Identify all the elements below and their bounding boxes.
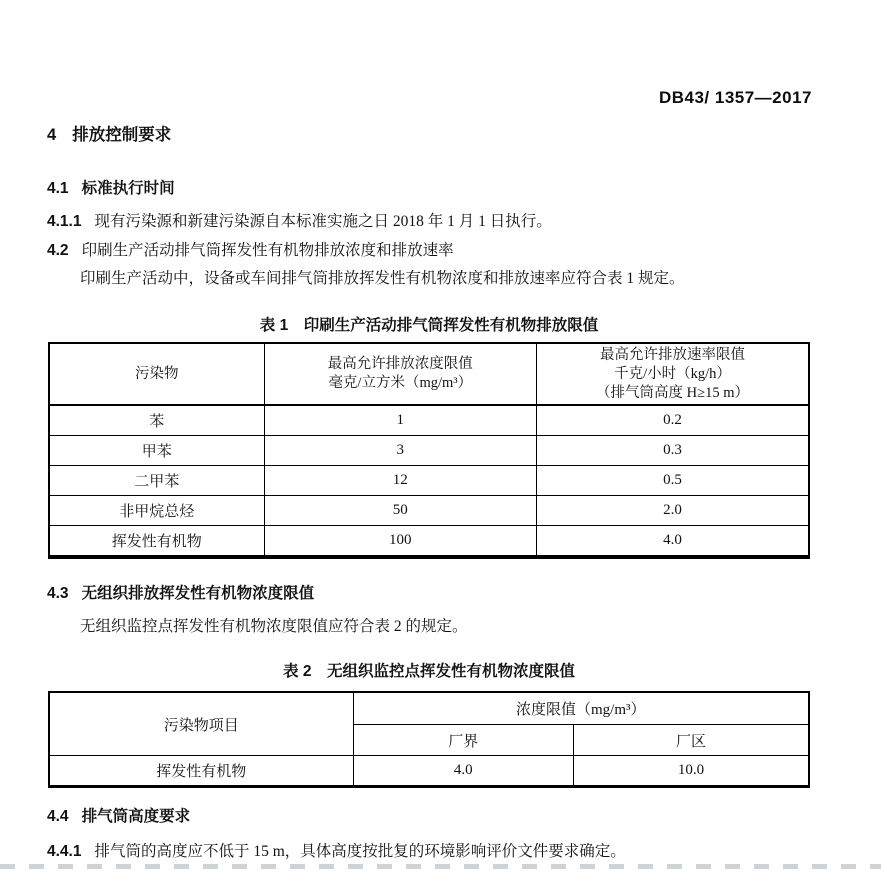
pollutant-cell: 苯 bbox=[49, 405, 264, 436]
clause-4-1-1-number: 4.1.1 bbox=[47, 213, 82, 230]
table-1-header-concentration-line2: 毫克/立方米（mg/m³） bbox=[328, 375, 473, 391]
table-1-header-concentration-line1: 最高允许排放浓度限值 bbox=[327, 356, 473, 372]
clause-4-4-1-number: 4.4.1 bbox=[47, 843, 82, 860]
table-2-caption: 表 2 无组织监控点挥发性有机物浓度限值 bbox=[283, 663, 575, 680]
section-4-title: 排放控制要求 bbox=[72, 126, 172, 144]
table-2-fugitive-limits bbox=[48, 691, 810, 788]
section-4-2-number: 4.2 bbox=[47, 242, 69, 259]
table-1-header-rate bbox=[537, 343, 809, 405]
table-2-header-boundary: 厂界 bbox=[353, 725, 573, 756]
concentration-cell: 1 bbox=[264, 405, 536, 436]
concentration-cell: 3 bbox=[264, 436, 536, 466]
clause-4-4-1 bbox=[47, 843, 626, 861]
table-1-header-row bbox=[49, 343, 809, 405]
section-4-3-number: 4.3 bbox=[47, 585, 69, 602]
table-2-header-area: 厂区 bbox=[573, 725, 809, 756]
table-row bbox=[49, 466, 809, 496]
rate-cell: 2.0 bbox=[537, 496, 809, 526]
table-row bbox=[49, 526, 809, 558]
boundary-value-cell: 4.0 bbox=[353, 756, 573, 787]
table-2-header-row-1 bbox=[49, 692, 809, 725]
table-1-header-pollutant: 污染物 bbox=[49, 343, 264, 405]
table-2-header-item: 污染物项目 bbox=[49, 692, 353, 756]
pollutant-cell: 非甲烷总烃 bbox=[49, 496, 264, 526]
table-row bbox=[49, 756, 809, 787]
clause-4-1-1-text: 现有污染源和新建污染源自本标准实施之日 2018 年 1 月 1 日执行。 bbox=[94, 213, 552, 230]
section-4-1-heading bbox=[47, 176, 175, 198]
table-row bbox=[49, 405, 809, 436]
section-4-number: 4 bbox=[47, 126, 57, 144]
table-2-header-limit-group: 浓度限值（mg/m³） bbox=[353, 692, 809, 725]
rate-cell: 0.5 bbox=[537, 466, 809, 496]
rate-cell: 0.3 bbox=[537, 436, 809, 466]
concentration-cell: 12 bbox=[264, 466, 536, 496]
table-1-header-rate-line3: （排气筒高度 H≥15 m） bbox=[596, 384, 749, 401]
pollutant-cell: 二甲苯 bbox=[49, 466, 264, 496]
concentration-cell: 50 bbox=[264, 496, 536, 526]
table-1-emission-limits bbox=[48, 342, 810, 559]
section-4-4-title: 排气筒高度要求 bbox=[81, 808, 191, 825]
clause-4-4-1-text: 排气筒的高度应不低于 15 m，具体高度按批复的环境影响评价文件要求确定。 bbox=[94, 843, 626, 860]
section-4-2-title: 印刷生产活动排气筒挥发性有机物排放浓度和排放速率 bbox=[81, 242, 454, 259]
section-4-3-title: 无组织排放挥发性有机物浓度限值 bbox=[81, 585, 315, 602]
scan-artifact-dashed-line bbox=[0, 864, 881, 869]
paragraph-4-2: 印刷生产活动中，设备或车间排气筒排放挥发性有机物浓度和排放速率应符合表 1 规定。 bbox=[80, 270, 685, 287]
item-cell: 挥发性有机物 bbox=[49, 756, 353, 787]
table-1-header-rate-line2: 千克/小时（kg/h） bbox=[614, 365, 731, 382]
standard-number: DB43/ 1357—2017 bbox=[658, 88, 812, 107]
table-1-header-rate-line1: 最高允许排放速率限值 bbox=[600, 346, 746, 363]
paragraph-4-3: 无组织监控点挥发性有机物浓度限值应符合表 2 的规定。 bbox=[80, 618, 468, 635]
table-1-header-concentration bbox=[264, 343, 536, 405]
section-4-heading bbox=[47, 121, 171, 145]
section-4-1-number: 4.1 bbox=[47, 180, 69, 197]
table-row bbox=[49, 436, 809, 466]
rate-cell: 0.2 bbox=[537, 405, 809, 436]
pollutant-cell: 甲苯 bbox=[49, 436, 264, 466]
section-4-4-heading bbox=[47, 804, 190, 826]
section-4-3-heading bbox=[47, 581, 314, 603]
rate-cell: 4.0 bbox=[537, 526, 809, 558]
pollutant-cell: 挥发性有机物 bbox=[49, 526, 264, 558]
section-4-4-number: 4.4 bbox=[47, 808, 69, 825]
table-row bbox=[49, 496, 809, 526]
concentration-cell: 100 bbox=[264, 526, 536, 558]
area-value-cell: 10.0 bbox=[573, 756, 809, 787]
clause-4-1-1 bbox=[47, 213, 552, 231]
section-4-2-heading bbox=[47, 242, 454, 260]
section-4-1-title: 标准执行时间 bbox=[81, 180, 175, 197]
table-1-caption: 表 1 印刷生产活动排气筒挥发性有机物排放限值 bbox=[259, 317, 599, 334]
